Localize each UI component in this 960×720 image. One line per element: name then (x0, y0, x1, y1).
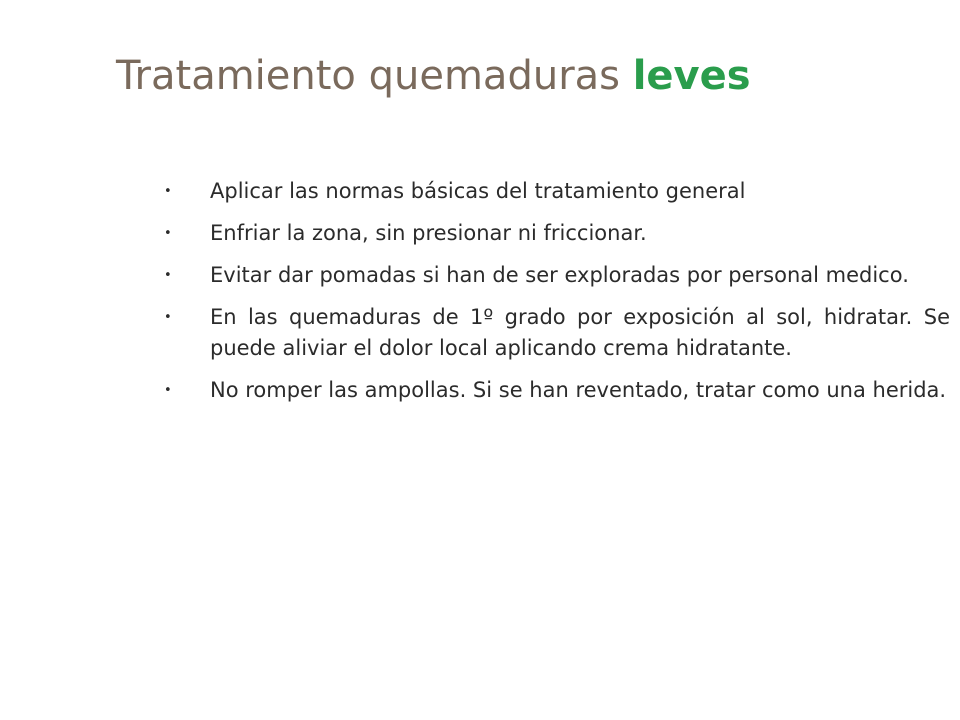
bullet-text: Enfriar la zona, sin presionar ni friccionar. (210, 221, 647, 245)
bullet-dot-icon: • (164, 310, 172, 325)
bullet-text: Aplicar las normas básicas del tratamiento general (210, 179, 746, 203)
bullet-item (164, 375, 950, 406)
bullet-dot-icon: • (164, 383, 172, 398)
bullet-dot-icon: • (164, 226, 172, 241)
bullet-dot-icon: • (164, 184, 172, 199)
bullet-item (164, 260, 950, 291)
title-main: Tratamiento quemaduras (116, 53, 620, 99)
bullet-text: Evitar dar pomadas si han de ser exploradas por personal medico. (210, 263, 909, 287)
bullet-list (164, 176, 950, 417)
title-accent: leves (632, 53, 751, 99)
bullet-item (164, 218, 950, 249)
bullet-dot-icon: • (164, 268, 172, 283)
bullet-item (164, 302, 950, 364)
slide-title (116, 46, 751, 106)
bullet-item (164, 176, 950, 207)
bullet-text: No romper las ampollas. Si se han reventado, tratar como una herida. (210, 378, 947, 402)
bullet-text: En las quemaduras de 1º grado por exposición al sol, hidratar. Se puede aliviar el dolor local aplicando crema hidratante. (210, 305, 950, 360)
